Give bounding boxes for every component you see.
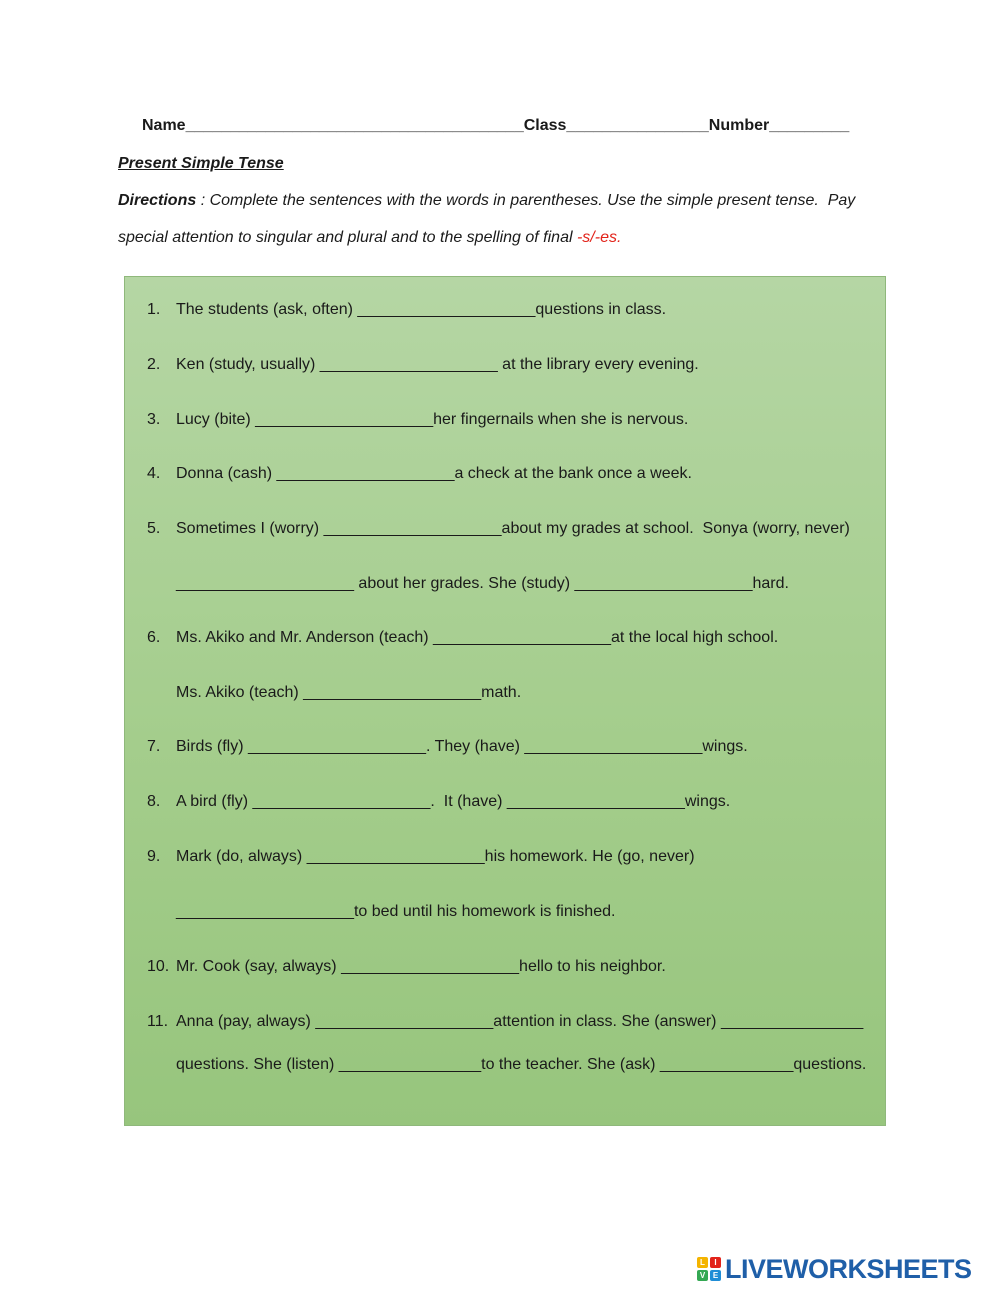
exercise-number: 8. <box>147 793 161 810</box>
header-fields: Name______________________________________Class________________Number_________ <box>142 117 850 134</box>
directions-text-1: : Complete the sentences with the words in parentheses. Use the simple present tense. Pay <box>196 192 856 209</box>
exercise-text: Ken (study, usually) ____________________ at the library every evening. <box>176 356 699 373</box>
logo-mark-e: E <box>710 1270 721 1281</box>
directions-text-2: special attention to singular and plural and to the spelling of final <box>118 229 577 246</box>
exercise-text: questions. She (listen) ________________to the teacher. She (ask) _______________questions. <box>176 1056 867 1073</box>
logo-mark-icon <box>697 1257 721 1281</box>
exercise-number: 4. <box>147 465 161 482</box>
exercise-text: The students (ask, often) ____________________questions in class. <box>176 301 667 318</box>
exercise-text: Lucy (bite) ____________________her fingernails when she is nervous. <box>176 411 689 428</box>
exercise-number: 10. <box>147 958 170 975</box>
exercise-number: 2. <box>147 356 161 373</box>
exercise-text: Mr. Cook (say, always) ____________________hello to his neighbor. <box>176 958 666 975</box>
exercise-text: Ms. Akiko (teach) ____________________math. <box>176 684 522 701</box>
page-title: Present Simple Tense <box>118 155 284 172</box>
exercise-text: Sometimes I (worry) ____________________about my grades at school. Sonya (worry, never) <box>176 520 850 537</box>
exercise-number: 5. <box>147 520 161 537</box>
directions-label: Directions <box>118 192 197 209</box>
exercise-text: Birds (fly) ____________________. They (have) ____________________wings. <box>176 738 748 755</box>
exercise-number: 1. <box>147 301 161 318</box>
logo-text: LIVEWORKSHEETS <box>725 1253 972 1284</box>
exercise-number: 7. <box>147 738 161 755</box>
liveworksheets-logo[interactable] <box>697 1253 972 1285</box>
directions-highlight: -s/-es. <box>576 229 622 246</box>
exercise-text: Donna (cash) ____________________a check at the bank once a week. <box>176 465 692 482</box>
exercise-text: ____________________to bed until his homework is finished. <box>176 903 616 920</box>
exercise-text: A bird (fly) ____________________. It (have) ____________________wings. <box>176 793 731 810</box>
exercise-number: 11. <box>147 1013 169 1030</box>
directions-line-1 <box>118 192 855 210</box>
exercise-number: 6. <box>147 629 161 646</box>
exercise-text: ____________________ about her grades. She (study) ____________________hard. <box>176 575 789 592</box>
directions-line-2 <box>118 229 621 247</box>
logo-mark-v: V <box>697 1270 708 1281</box>
exercise-text: Ms. Akiko and Mr. Anderson (teach) ____________________at the local high school. <box>176 629 779 646</box>
logo-mark-i: I <box>710 1257 721 1268</box>
exercise-text: Mark (do, always) ____________________his homework. He (go, never) <box>176 848 695 865</box>
exercise-number: 3. <box>147 411 161 428</box>
exercise-number: 9. <box>147 848 161 865</box>
logo-mark-l: L <box>697 1257 708 1268</box>
exercise-text: Anna (pay, always) ____________________attention in class. She (answer) ________________ <box>176 1013 864 1030</box>
